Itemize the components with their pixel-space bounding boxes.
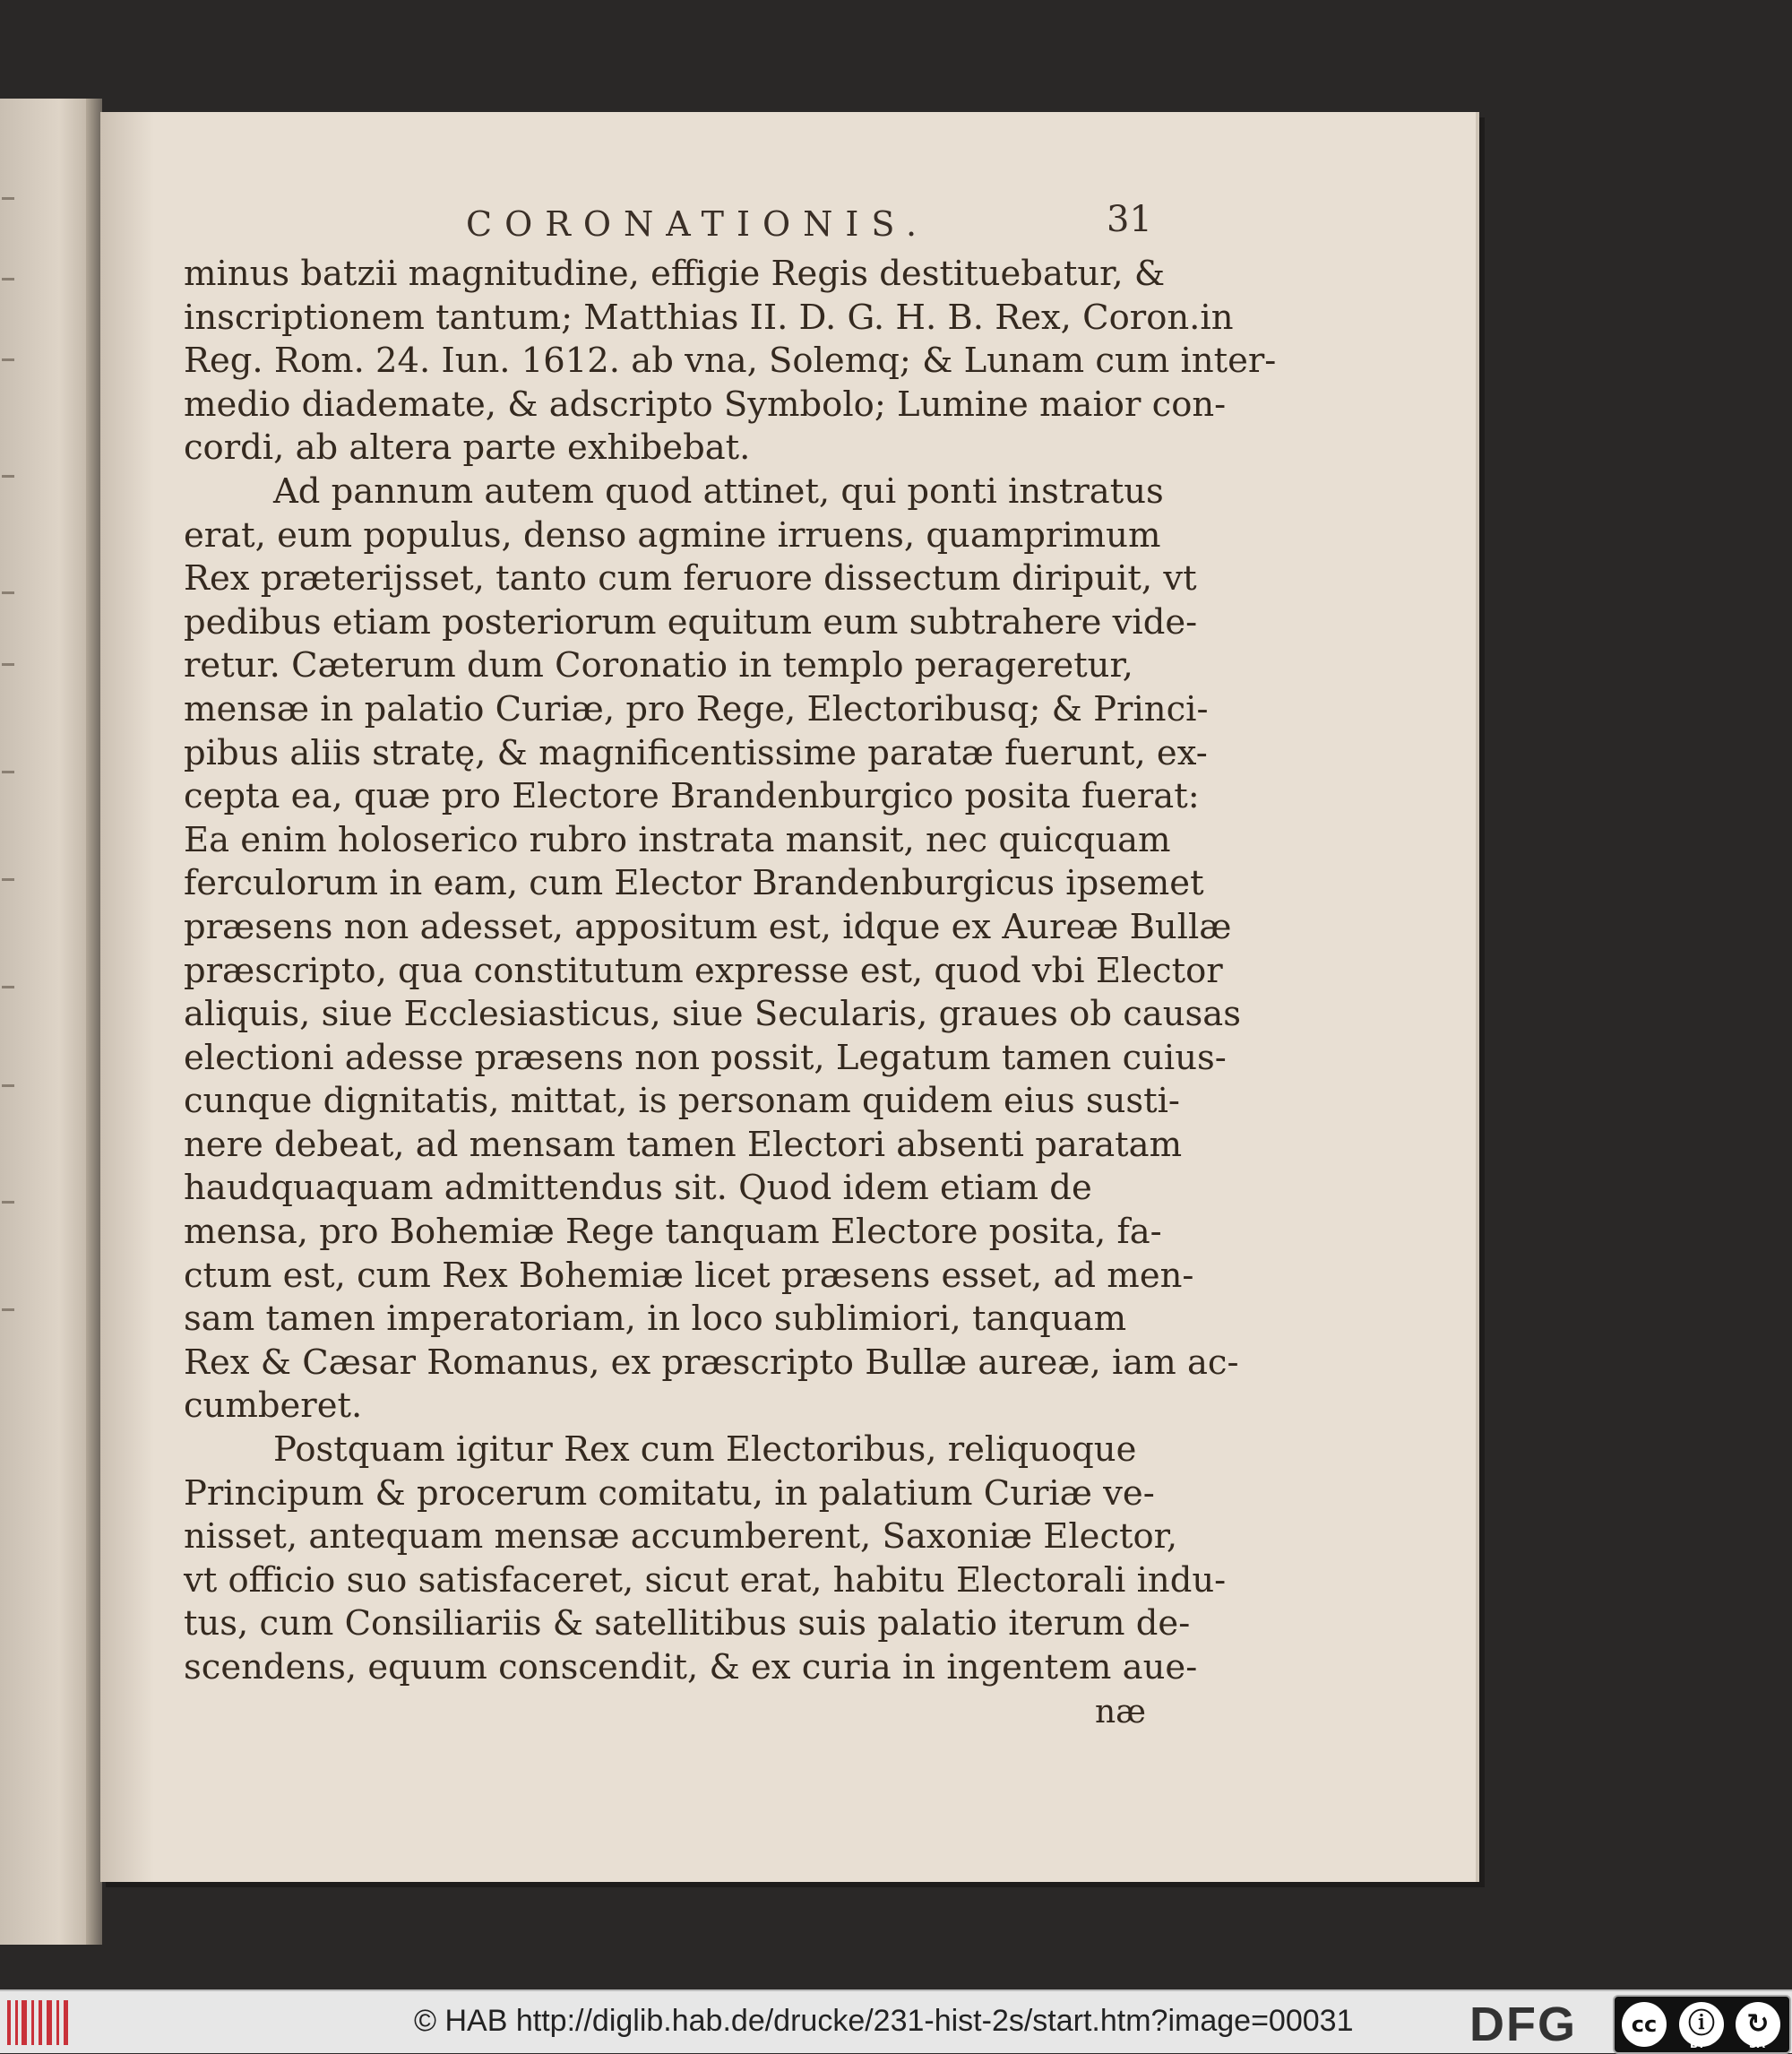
license-sa-label: SA [1749, 2038, 1765, 2050]
text-line: vt officio suo satisfaceret, sicut erat, habitu Electorali indu- [184, 1559, 1227, 1601]
page-number: 31 [1107, 199, 1152, 240]
cc-license-badge[interactable] [1613, 1995, 1791, 2054]
text-line: Postquam igitur Rex cum Electoribus, reliquoque [273, 1429, 1137, 1471]
copyright-link[interactable]: © HAB http://diglib.hab.de/drucke/231-hist-2s/start.htm?image=00031 [414, 2004, 1354, 2038]
text-line: Rex & Cæsar Romanus, ex præscripto Bullæ aureæ, iam ac- [184, 1342, 1239, 1383]
text-line: Ad pannum autem quod attinet, qui ponti instratus [273, 470, 1164, 512]
text-line: minus batzii magnitudine, effigie Regis destituebatur, & [184, 254, 1166, 294]
text-line: aliquis, siue Ecclesiasticus, siue Secularis, graues ob causas [184, 994, 1241, 1035]
text-line: nere debeat, ad mensam tamen Electori absenti paratam [184, 1124, 1183, 1165]
footer-bar [0, 1989, 1792, 2053]
license-by-label: BY [1690, 2038, 1706, 2050]
text-line: præscripto, qua constitutum expresse est, quod vbi Elector [184, 950, 1223, 991]
text-line: electioni adesse præsens non possit, Legatum tamen cuius- [184, 1037, 1227, 1078]
text-line: pedibus etiam posteriorum equitum eum subtrahere vide- [184, 601, 1198, 643]
text-line: ferculorum in eam, cum Elector Brandenburgicus ipsemet [184, 863, 1204, 904]
text-line: retur. Cæterum dum Coronatio in templo perageretur, [184, 645, 1133, 686]
text-line: cunque dignitatis, mittat, is personam quidem eius susti- [184, 1081, 1180, 1122]
text-line: mensæ in palatio Curiæ, pro Rege, Electoribusq; & Princi- [184, 688, 1209, 729]
dfg-logo: DFG [1469, 1998, 1577, 2051]
text-line: tus, cum Consiliariis & satellitibus suis palatio iterum de- [184, 1603, 1191, 1644]
facing-page-text-marks [2, 179, 38, 1613]
share-alike-icon: ↻ [1736, 2002, 1780, 2047]
text-line: scendens, equum conscendit, & ex curia in ingentem aue- [184, 1647, 1198, 1687]
text-line: erat, eum populus, denso agmine irruens, quamprimum [184, 514, 1161, 556]
text-line: cumberet. [184, 1385, 363, 1427]
text-line: mensa, pro Bohemiæ Rege tanquam Electore posita, fa- [184, 1212, 1162, 1253]
text-line: præsens non adesset, appositum est, idque ex Aureæ Bullæ [184, 906, 1232, 947]
text-line: Rex præterijsset, tanto cum feruore dissectum diripuit, vt [184, 558, 1197, 600]
text-line: Ea enim holoserico rubro instrata mansit, nec quicquam [184, 819, 1171, 860]
text-line: medio diademate, & adscripto Symbolo; Lumine maior con- [184, 384, 1227, 425]
cc-icon: cc [1622, 2002, 1667, 2047]
text-line: Reg. Rom. 24. Iun. 1612. ab vna, Solemq; & Lunam cum inter- [184, 341, 1277, 382]
text-line: ctum est, cum Rex Bohemiæ licet præsens esset, ad men- [184, 1255, 1194, 1296]
page-shadow [100, 112, 154, 1882]
text-line: cepta ea, quæ pro Electore Brandenburgico posita fuerat: [184, 776, 1200, 817]
text-line: haudquaquam admittendus sit. Quod idem etiam de [184, 1168, 1092, 1209]
text-line: nisset, antequam mensæ accumberent, Saxoniæ Elector, [184, 1516, 1178, 1558]
running-head: CORONATIONIS. [466, 204, 930, 244]
page-text [184, 253, 1277, 1690]
catchword: næ [1095, 1694, 1147, 1730]
text-line: inscriptionem tantum; Matthias II. D. G. H. B. Rex, Coron.in [184, 297, 1234, 338]
text-line: sam tamen imperatoriam, in loco sublimiori, tanquam [184, 1299, 1127, 1340]
text-line: pibus aliis stratę, & magnificentissime paratæ fuerunt, ex- [184, 732, 1208, 773]
text-line: Principum & procerum comitatu, in palatium Curiæ ve- [184, 1472, 1155, 1514]
attribution-icon: ⓘ [1679, 2002, 1724, 2047]
hab-barcode-logo [7, 2000, 74, 2045]
text-line: cordi, ab altera parte exhibebat. [184, 427, 751, 469]
